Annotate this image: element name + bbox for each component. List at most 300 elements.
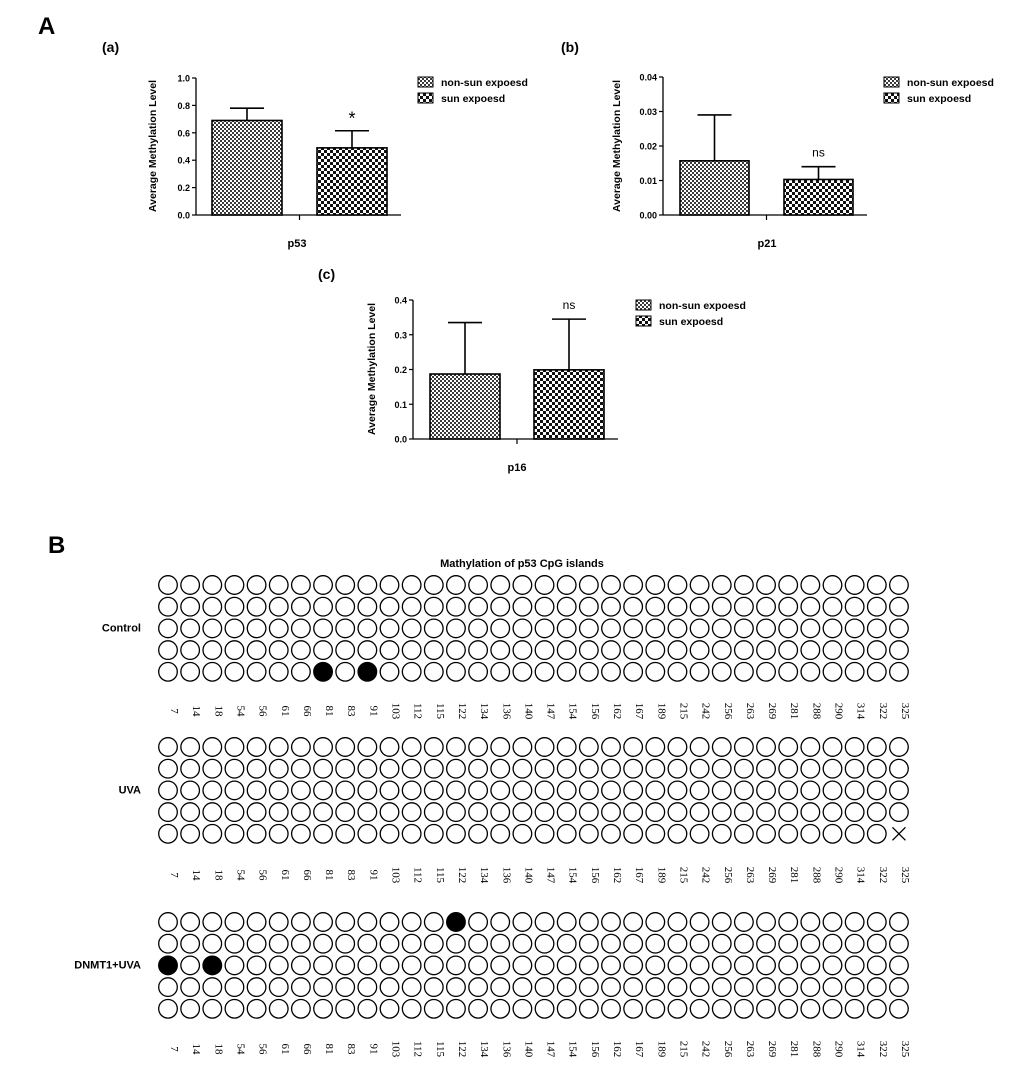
cpg-site-unmethylated [845, 803, 864, 822]
cpg-site-unmethylated [690, 597, 709, 616]
cpg-site-unmethylated [757, 956, 776, 975]
cpg-site-unmethylated [181, 825, 200, 844]
cpg-site-unmethylated [890, 1000, 909, 1019]
cpg-site-unmethylated [203, 641, 222, 660]
position-label: 147 [544, 702, 557, 720]
cpg-site-unmethylated [712, 825, 731, 844]
cpg-site-unmethylated [203, 663, 222, 682]
position-label: 215 [677, 702, 690, 720]
position-label: 322 [876, 1040, 889, 1058]
cpg-site-unmethylated [890, 956, 909, 975]
cpg-site-unmethylated [624, 978, 643, 997]
cpg-site-unmethylated [425, 663, 444, 682]
cpg-site-unmethylated [247, 597, 266, 616]
cpg-site-unmethylated [292, 663, 311, 682]
y-tick-label: 0.0 [177, 210, 190, 221]
cpg-site-unmethylated [402, 934, 421, 953]
cpg-site-unmethylated [292, 781, 311, 800]
cpg-site-unmethylated [580, 1000, 599, 1019]
cpg-site-unmethylated [159, 934, 178, 953]
cpg-site-unmethylated [469, 934, 488, 953]
cpg-site-unmethylated [159, 825, 178, 844]
cpg-site-unmethylated [690, 738, 709, 757]
cpg-site-unmethylated [624, 641, 643, 660]
cpg-site-unmethylated [269, 738, 288, 757]
cpg-site-unmethylated [225, 663, 244, 682]
cpg-site-unmethylated [513, 576, 532, 595]
position-label: 154 [566, 702, 579, 720]
cpg-site-unmethylated [580, 759, 599, 778]
cpg-site-unmethylated [801, 1000, 820, 1019]
cpg-site-unmethylated [801, 978, 820, 997]
cpg-site-unmethylated [757, 825, 776, 844]
cpg-site-unmethylated [491, 803, 510, 822]
cpg-site-unmethylated [735, 663, 754, 682]
cpg-site-unmethylated [380, 825, 399, 844]
position-label: 14 [190, 705, 203, 717]
cpg-site-unmethylated [181, 978, 200, 997]
cpg-site-unmethylated [513, 956, 532, 975]
cpg-site-unmethylated [513, 803, 532, 822]
y-tick-label: 0.04 [639, 72, 657, 83]
cpg-site-unmethylated [491, 641, 510, 660]
cpg-site-unmethylated [557, 1000, 576, 1019]
cpg-site-unmethylated [735, 1000, 754, 1019]
cpg-site-unmethylated [779, 597, 798, 616]
cpg-site-unmethylated [801, 803, 820, 822]
cpg-site-unmethylated [735, 738, 754, 757]
cpg-site-unmethylated [447, 641, 466, 660]
cpg-site-unmethylated [890, 913, 909, 932]
position-label: 290 [832, 702, 845, 720]
cpg-site-unmethylated [668, 978, 687, 997]
cpg-site-unmethylated [491, 825, 510, 844]
cpg-site-unmethylated [580, 956, 599, 975]
cpg-site-unmethylated [557, 934, 576, 953]
cpg-site-unmethylated [845, 641, 864, 660]
cpg-site-unmethylated [159, 978, 178, 997]
cpg-site-unmethylated [247, 738, 266, 757]
cpg-site-unmethylated [712, 597, 731, 616]
cpg-site-unmethylated [358, 781, 377, 800]
cpg-site-unmethylated [447, 759, 466, 778]
cpg-site-unmethylated [402, 781, 421, 800]
cpg-site-unmethylated [757, 619, 776, 638]
cpg-site-unmethylated [447, 978, 466, 997]
cpg-site-unmethylated [823, 641, 842, 660]
cpg-site-unmethylated [890, 803, 909, 822]
position-label: 162 [611, 866, 623, 884]
cpg-site-unmethylated [557, 641, 576, 660]
cpg-site-unmethylated [712, 803, 731, 822]
cpg-site-unmethylated [712, 663, 731, 682]
cpg-site-unmethylated [868, 781, 887, 800]
cpg-site-unmethylated [602, 803, 621, 822]
significance-annotation: ns [812, 145, 825, 160]
cpg-site-unmethylated [646, 1000, 665, 1019]
position-label: 147 [544, 866, 557, 884]
cpg-site-unmethylated [557, 781, 576, 800]
y-tick-label: 0.1 [394, 399, 407, 410]
cpg-site-unmethylated [292, 1000, 311, 1019]
cpg-site-unmethylated [247, 663, 266, 682]
cpg-site-unmethylated [779, 1000, 798, 1019]
cpg-site-unmethylated [779, 781, 798, 800]
cpg-site-unmethylated [890, 781, 909, 800]
cpg-site-unmethylated [535, 956, 554, 975]
cpg-site-unmethylated [425, 1000, 444, 1019]
cpg-site-unmethylated [779, 576, 798, 595]
cpg-site-unmethylated [402, 1000, 421, 1019]
cpg-site-unmethylated [535, 1000, 554, 1019]
cpg-site-unmethylated [801, 738, 820, 757]
position-label: 66 [300, 705, 313, 717]
cpg-site-unmethylated [402, 978, 421, 997]
cpg-site-unmethylated [557, 619, 576, 638]
cpg-site-unmethylated [580, 641, 599, 660]
cpg-site-unmethylated [868, 738, 887, 757]
position-label: 112 [411, 1040, 424, 1058]
position-label: 322 [876, 702, 889, 720]
position-label: 147 [544, 1040, 557, 1058]
cpg-site-unmethylated [247, 641, 266, 660]
cpg-site-unmethylated [602, 641, 621, 660]
cpg-site-unmethylated [225, 913, 244, 932]
cpg-site-unmethylated [801, 641, 820, 660]
position-label: 81 [323, 1043, 336, 1055]
cpg-site-unmethylated [181, 934, 200, 953]
position-label: 156 [588, 1040, 601, 1058]
cpg-site-unmethylated [425, 803, 444, 822]
cpg-site-unmethylated [823, 663, 842, 682]
cpg-site-unmethylated [624, 825, 643, 844]
cpg-site-unmethylated [402, 597, 421, 616]
cpg-site-unmethylated [181, 1000, 200, 1019]
y-axis-label: Average Methylation Level [366, 302, 378, 436]
cpg-site-unmethylated [269, 803, 288, 822]
cpg-site-unmethylated [358, 825, 377, 844]
cpg-site-unmethylated [336, 738, 355, 757]
position-label: 83 [345, 1043, 358, 1055]
position-label: 288 [810, 702, 823, 720]
position-label: 66 [300, 1043, 313, 1055]
cpg-site-unmethylated [380, 597, 399, 616]
cpg-site-unmethylated [735, 956, 754, 975]
cpg-site-unmethylated [624, 576, 643, 595]
cpg-site-unmethylated [646, 934, 665, 953]
cpg-site-unmethylated [801, 956, 820, 975]
cpg-site-unmethylated [358, 641, 377, 660]
cpg-site-unmethylated [380, 1000, 399, 1019]
cpg-site-unmethylated [757, 663, 776, 682]
position-label: 103 [389, 702, 402, 720]
cpg-site-unmethylated [225, 759, 244, 778]
cpg-site-unmethylated [823, 781, 842, 800]
cpg-site-unmethylated [380, 738, 399, 757]
cpg-site-unmethylated [292, 641, 311, 660]
group-control [102, 576, 911, 720]
cpg-site-unmethylated [203, 781, 222, 800]
cpg-site-unmethylated [491, 781, 510, 800]
cpg-site-unmethylated [447, 803, 466, 822]
position-label: 263 [743, 1040, 756, 1058]
cpg-site-unmethylated [646, 956, 665, 975]
cpg-site-unmethylated [247, 913, 266, 932]
position-label: 81 [323, 705, 336, 717]
cpg-site-unmethylated [447, 619, 466, 638]
cpg-site-unmethylated [181, 576, 200, 595]
cpg-site-unmethylated [247, 759, 266, 778]
cpg-site-unmethylated [801, 576, 820, 595]
bar-1 [430, 374, 500, 439]
cpg-site-unmethylated [159, 913, 178, 932]
cpg-site-unmethylated [868, 619, 887, 638]
legend-swatch-1 [884, 77, 899, 87]
cpg-site-unmethylated [712, 978, 731, 997]
cpg-site-unmethylated [203, 597, 222, 616]
legend [418, 77, 528, 105]
position-label: 242 [699, 1040, 712, 1058]
cpg-site-unmethylated [159, 641, 178, 660]
cpg-site-unmethylated [690, 978, 709, 997]
cpg-site-unmethylated [690, 576, 709, 595]
cpg-site-methylated [314, 663, 333, 682]
cpg-site-unmethylated [535, 803, 554, 822]
cpg-site-unmethylated [646, 597, 665, 616]
cpg-site-unmethylated [159, 759, 178, 778]
cpg-site-unmethylated [624, 913, 643, 932]
position-label: 269 [766, 866, 779, 884]
cpg-site-unmethylated [447, 956, 466, 975]
cpg-site-unmethylated [690, 641, 709, 660]
position-label: 136 [500, 702, 513, 720]
cpg-site-unmethylated [269, 781, 288, 800]
position-label: 56 [256, 705, 269, 717]
position-label: 83 [345, 869, 358, 881]
position-label: 103 [389, 866, 402, 884]
cpg-site-unmethylated [735, 803, 754, 822]
position-label: 156 [588, 702, 601, 720]
cpg-site-unmethylated [757, 913, 776, 932]
cpg-site-unmethylated [292, 934, 311, 953]
cpg-site-unmethylated [402, 803, 421, 822]
y-tick-label: 0.3 [394, 330, 407, 341]
cpg-site-unmethylated [314, 597, 333, 616]
cpg-site-unmethylated [602, 825, 621, 844]
y-tick-label: 0.0 [394, 434, 407, 445]
cpg-site-unmethylated [779, 641, 798, 660]
position-label: 54 [234, 869, 247, 881]
cpg-site-unmethylated [358, 576, 377, 595]
subplot-label: (a) [102, 39, 120, 55]
cpg-site-unmethylated [402, 619, 421, 638]
legend-label-2: sun expoesd [907, 93, 972, 105]
cpg-site-unmethylated [225, 978, 244, 997]
cpg-site-unmethylated [269, 913, 288, 932]
cpg-site-unmethylated [845, 781, 864, 800]
cpg-site-unmethylated [801, 781, 820, 800]
cpg-site-unmethylated [247, 619, 266, 638]
position-label: 103 [389, 1040, 402, 1058]
cpg-site-unmethylated [535, 576, 554, 595]
cpg-site-unmethylated [314, 619, 333, 638]
cpg-site-unmethylated [602, 1000, 621, 1019]
cpg-site-unmethylated [292, 597, 311, 616]
cpg-site-unmethylated [735, 781, 754, 800]
position-label: 167 [633, 702, 646, 720]
position-label: 112 [411, 702, 424, 720]
cpg-site-unmethylated [447, 576, 466, 595]
cpg-site-unmethylated [535, 597, 554, 616]
position-label: 136 [500, 866, 513, 884]
cpg-site-unmethylated [269, 576, 288, 595]
position-label: 91 [367, 1043, 380, 1055]
position-label: 54 [234, 705, 247, 717]
cpg-site-unmethylated [402, 956, 421, 975]
position-label: 288 [810, 866, 823, 884]
cpg-site-unmethylated [336, 576, 355, 595]
cpg-site-unmethylated [712, 913, 731, 932]
cpg-site-unmethylated [712, 641, 731, 660]
cpg-site-unmethylated [425, 619, 444, 638]
cpg-site-unmethylated [292, 913, 311, 932]
cpg-site-unmethylated [580, 913, 599, 932]
cpg-site-unmethylated [425, 825, 444, 844]
cpg-site-unmethylated [336, 825, 355, 844]
cpg-site-unmethylated [801, 825, 820, 844]
cpg-site-unmethylated [336, 597, 355, 616]
cpg-site-unmethylated [358, 597, 377, 616]
cpg-site-unmethylated [602, 738, 621, 757]
significance-annotation: * [348, 108, 356, 129]
cpg-site-unmethylated [292, 956, 311, 975]
cpg-site-unmethylated [845, 956, 864, 975]
position-label: 18 [212, 705, 225, 717]
bar-2 [784, 179, 853, 215]
cpg-site-unmethylated [336, 619, 355, 638]
position-label: 7 [168, 872, 180, 878]
cpg-site-unmethylated [469, 1000, 488, 1019]
cpg-site-unmethylated [801, 934, 820, 953]
cpg-site-unmethylated [712, 738, 731, 757]
legend-swatch-2 [636, 316, 651, 326]
cpg-site-unmethylated [535, 825, 554, 844]
cpg-site-unmethylated [380, 956, 399, 975]
panel-label-b: B [48, 532, 66, 559]
cpg-site-unmethylated [380, 913, 399, 932]
cpg-site-unmethylated [292, 619, 311, 638]
position-label: 91 [367, 869, 380, 881]
cpg-site-unmethylated [181, 781, 200, 800]
cpg-site-unmethylated [757, 934, 776, 953]
cpg-site-unmethylated [203, 738, 222, 757]
cpg-site-unmethylated [225, 825, 244, 844]
cpg-site-unmethylated [513, 597, 532, 616]
cpg-site-unmethylated [868, 956, 887, 975]
cpg-site-unmethylated [402, 759, 421, 778]
cpg-site-unmethylated [890, 978, 909, 997]
legend-label-1: non-sun expoesd [907, 77, 994, 89]
cpg-site-unmethylated [314, 934, 333, 953]
cpg-site-unmethylated [535, 641, 554, 660]
y-tick-label: 0.6 [177, 128, 190, 139]
cpg-site-unmethylated [557, 738, 576, 757]
cpg-site-unmethylated [845, 913, 864, 932]
position-label: 314 [854, 1040, 867, 1058]
cpg-site-unmethylated [868, 825, 887, 844]
cpg-site-unmethylated [735, 913, 754, 932]
cpg-site-unmethylated [712, 759, 731, 778]
cpg-site-unmethylated [712, 781, 731, 800]
position-label: 167 [633, 866, 646, 884]
cpg-site-unmethylated [447, 663, 466, 682]
cpg-site-unmethylated [292, 576, 311, 595]
cpg-site-unmethylated [712, 576, 731, 595]
x-axis-label: p53 [287, 238, 307, 250]
legend-label-1: non-sun expoesd [441, 77, 528, 89]
cpg-site-methylated [447, 913, 466, 932]
cpg-site-unmethylated [447, 738, 466, 757]
cpg-site-unmethylated [690, 825, 709, 844]
cpg-site-unmethylated [425, 956, 444, 975]
subplot-label: (b) [561, 39, 579, 55]
cpg-site-unmethylated [823, 576, 842, 595]
cpg-site-unmethylated [491, 913, 510, 932]
cpg-site-unmethylated [181, 641, 200, 660]
position-label: 242 [699, 866, 712, 884]
cpg-site-unmethylated [292, 759, 311, 778]
cpg-site-unmethylated [269, 956, 288, 975]
cpg-site-unmethylated [823, 619, 842, 638]
cpg-site-unmethylated [557, 913, 576, 932]
position-label: 54 [234, 1043, 247, 1055]
cpg-site-unmethylated [425, 641, 444, 660]
cpg-site-unmethylated [292, 738, 311, 757]
legend-label-2: sun expoesd [441, 93, 506, 105]
cpg-site-unmethylated [757, 597, 776, 616]
cpg-site-unmethylated [668, 597, 687, 616]
position-label: 136 [500, 1040, 513, 1058]
methylation-dot-plot [74, 558, 911, 1058]
cpg-site-unmethylated [181, 956, 200, 975]
cpg-site-unmethylated [425, 781, 444, 800]
cpg-site-unmethylated [425, 978, 444, 997]
cpg-site-unmethylated [580, 934, 599, 953]
cpg-site-unmethylated [845, 825, 864, 844]
cpg-site-unmethylated [845, 663, 864, 682]
cpg-site-unmethylated [247, 803, 266, 822]
cpg-site-unmethylated [624, 934, 643, 953]
position-label: 322 [876, 866, 889, 884]
cpg-site-unmethylated [203, 825, 222, 844]
cpg-site-unmethylated [823, 759, 842, 778]
cpg-site-unmethylated [425, 913, 444, 932]
cpg-site-unmethylated [779, 956, 798, 975]
cpg-site-unmethylated [735, 934, 754, 953]
group-label: DNMT1+UVA [74, 959, 141, 972]
legend-label-2: sun expoesd [659, 316, 724, 328]
cpg-site-unmethylated [447, 1000, 466, 1019]
cpg-site-unmethylated [624, 619, 643, 638]
cpg-site-unmethylated [181, 913, 200, 932]
cpg-site-unmethylated [845, 619, 864, 638]
cpg-site-unmethylated [668, 641, 687, 660]
cpg-site-unmethylated [801, 759, 820, 778]
cpg-site-unmethylated [646, 825, 665, 844]
cpg-site-unmethylated [646, 663, 665, 682]
cpg-site-unmethylated [735, 978, 754, 997]
position-label: 115 [433, 1040, 446, 1058]
